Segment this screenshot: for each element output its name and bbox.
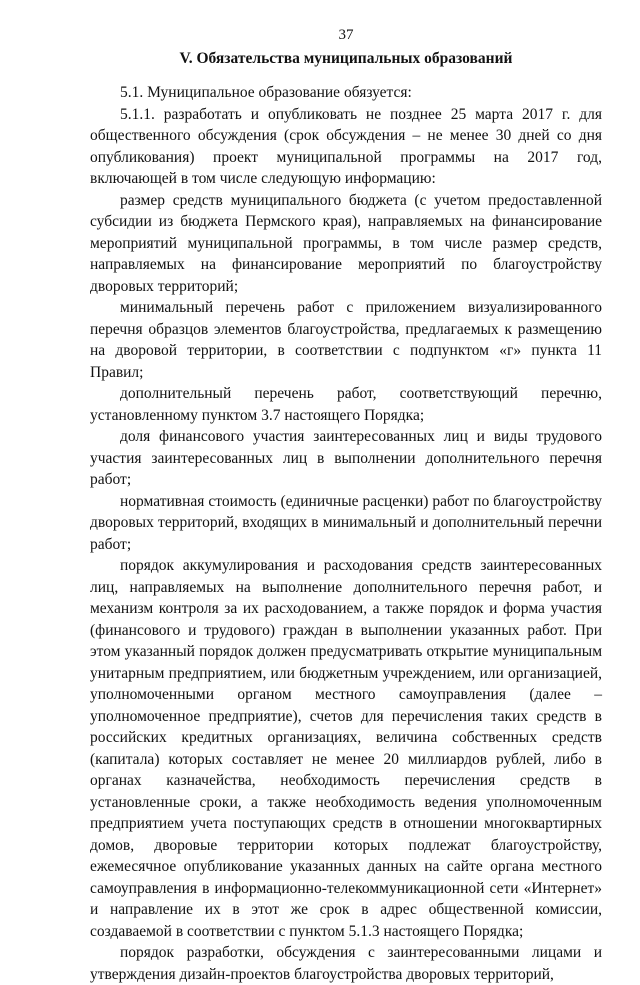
paragraph-financial-share: доля финансового участия заинтересованных лиц и виды трудового участия заинтересованных лиц в выполнении дополнительного перечня работ; <box>90 428 602 488</box>
paragraph-accumulation-procedure: порядок аккумулирования и расходования средств заинтересованных лиц, направляемых на выполнение дополнительного перечня работ, и механизм контроля за их расходованием, а также порядок и форма участия (финансового и трудового) граждан в выполнении указанных работ. При этом указанный порядок должен предусматривать открытие муниципальным унитарным предприятием, или бюджетным учреждением, или организацией, уполномоченными органом местного самоуправления (далее – уполномоченное предприятие), счетов для перечисления таких средств в российских кредитных организациях, величина собственных средств (капитала) которых составляет не менее 20 миллиардов рублей, либо в органах казначейства, необходимость перечисления средств в установленные сроки, а также необходимость ведения уполномоченным предприятием учета поступающих средств в отношении многоквартирных домов, дворовые территории которых подлежат благоустройству, ежемесячное опубликование указанных данных на сайте органа местного самоуправления в информационно-телекоммуникационной сети «Интернет» и направление их в этот же срок в адрес общественной комиссии, создаваемой в соответствии с пунктом 5.1.3 настоящего Порядка; <box>90 557 602 940</box>
paragraph-additional-list: дополнительный перечень работ, соответствующий перечню, установленному пунктом 3.7 настоящего Порядка; <box>90 385 602 424</box>
paragraph-budget-size: размер средств муниципального бюджета (с учетом предоставленной субсидии из бюджета Пермского края), направляемых на финансирование мероприятий муниципальной программы, в том числе размер средств, направляемых на финансирование мероприятий по благоустройству дворовых территорий; <box>90 191 602 295</box>
paragraph-5-1-1: 5.1.1. разработать и опубликовать не позднее 25 марта 2017 г. для общественного обсуждения (срок обсуждения – не менее 30 дней со дня опубликования) проект муниципальной программы на 2017 год, включающей в том числе следующую информацию: <box>90 105 602 187</box>
paragraph-minimal-list: минимальный перечень работ с приложением визуализированного перечня образцов элементов благоустройства, предлагаемых к размещению на дворовой территории, в соответствии с подпунктом «г» пункта 11 Правил; <box>90 299 602 381</box>
page-number: 37 <box>338 27 354 43</box>
paragraph-normative-cost: нормативная стоимость (единичные расценки) работ по благоустройству дворовых территорий, входящих в минимальный и дополнительный перечни работ; <box>90 492 602 553</box>
section-title: V. Обязательства муниципальных образований <box>179 50 513 67</box>
document-page <box>90 26 602 985</box>
paragraph-design-projects: порядок разработки, обсуждения с заинтересованными лицами и утверждения дизайн-проектов благоустройства дворовых территорий, <box>90 944 602 983</box>
paragraph-5-1: 5.1. Муниципальное образование обязуется: <box>120 84 412 101</box>
